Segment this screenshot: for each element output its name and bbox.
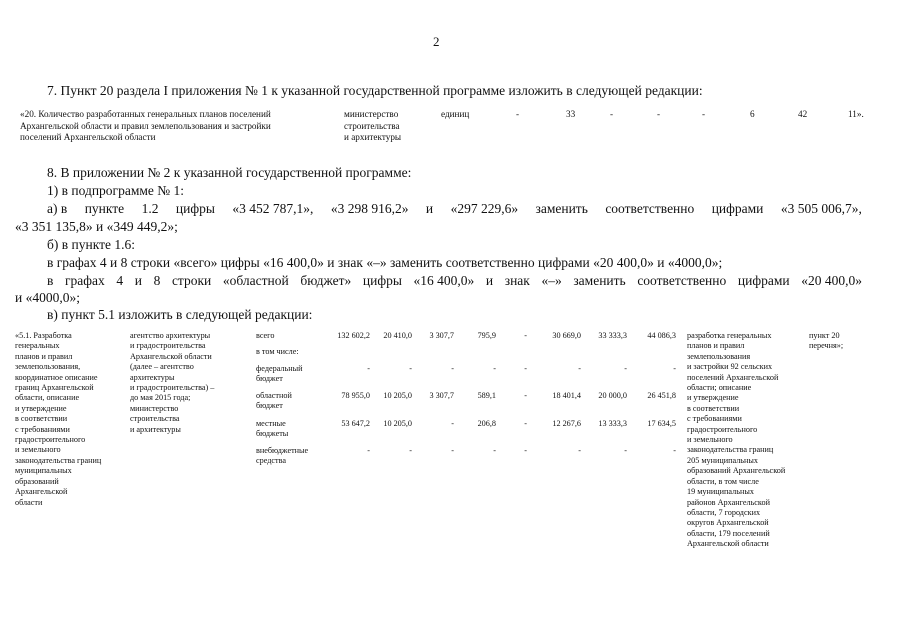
paragraph-8-a-line1 bbox=[47, 200, 862, 218]
paragraph-8: 8. В приложении № 2 к указанной государственной программе: bbox=[47, 165, 412, 180]
funding-value: 78 955,0 bbox=[341, 391, 370, 400]
row20-unit: единиц bbox=[441, 109, 470, 119]
word: «областной bbox=[222, 273, 289, 288]
funding-value: 20 410,0 bbox=[383, 331, 412, 340]
word: цифры bbox=[175, 201, 215, 216]
funding-value: 18 401,4 bbox=[552, 391, 581, 400]
row20-value: 6 bbox=[750, 109, 755, 119]
paragraph-7: 7. Пункт 20 раздела I приложения № 1 к указанной государственной программе изложить в следующей редакции: bbox=[47, 83, 703, 98]
funding-value: 3 307,7 bbox=[429, 331, 454, 340]
funding-value: 33 333,3 bbox=[598, 331, 627, 340]
funding-value: - bbox=[624, 446, 627, 455]
funding-value: - bbox=[409, 364, 412, 373]
word: заменить bbox=[535, 201, 588, 216]
funding-value: 589,1 bbox=[477, 391, 496, 400]
word: и bbox=[134, 273, 142, 288]
paragraph-8-b: б) в пункте 1.6: bbox=[47, 237, 135, 252]
funding-value: - bbox=[673, 364, 676, 373]
funding-value: - bbox=[451, 419, 454, 428]
row20-name: «20. Количество разработанных генеральных планов поселений Архангельской области и правил землепользования и застройки поселений Архангельской области bbox=[20, 109, 271, 142]
paragraph-8-v: в) пункт 5.1 изложить в следующей редакции: bbox=[47, 307, 313, 322]
paragraph-8-b-line3: и «4000,0»; bbox=[15, 290, 80, 305]
word: заменить bbox=[573, 273, 626, 288]
funding-value: 53 647,2 bbox=[341, 419, 370, 428]
funding-value: 13 333,3 bbox=[598, 419, 627, 428]
funding-value: 10 205,0 bbox=[383, 419, 412, 428]
funding-source-label: внебюджетные средства bbox=[256, 446, 309, 466]
funding-value: - bbox=[367, 364, 370, 373]
funding-source-label: всего bbox=[256, 331, 275, 340]
row20-executor: министерство строительства и архитектуры bbox=[344, 109, 402, 142]
funding-value: - bbox=[578, 364, 581, 373]
funding-value: - bbox=[524, 364, 527, 373]
word: и bbox=[425, 201, 434, 216]
funding-value: 3 307,7 bbox=[429, 391, 454, 400]
funding-value: - bbox=[624, 364, 627, 373]
paragraph-8-1: 1) в подпрограмме № 1: bbox=[47, 183, 185, 198]
word: и bbox=[485, 273, 494, 288]
word: 1.2 bbox=[141, 201, 159, 216]
word: графах bbox=[64, 273, 105, 288]
row20-value: 42 bbox=[798, 109, 808, 119]
word: «297 229,6» bbox=[450, 201, 519, 216]
word: соответственно bbox=[605, 201, 695, 216]
funding-value: - bbox=[451, 364, 454, 373]
word: цифры bbox=[362, 273, 402, 288]
funding-value: - bbox=[578, 446, 581, 455]
funding-value: - bbox=[409, 446, 412, 455]
word: строки bbox=[171, 273, 212, 288]
row20-value: - bbox=[516, 109, 520, 119]
word: цифрами bbox=[711, 201, 764, 216]
row51-link: пункт 20 перечня»; bbox=[809, 331, 844, 351]
page-number: 2 bbox=[433, 34, 440, 49]
row20-value: - bbox=[657, 109, 661, 119]
row51-name: «5.1. Разработка генеральных планов и правил землепользования, координатное описание границ Архангельской области, описание и утверждение в соответствии с требованиями градостроительного и земельного законодательства границ муниципальных образований Архангельской области bbox=[15, 331, 102, 507]
word: а) в bbox=[47, 201, 68, 216]
row20-value: 33 bbox=[566, 109, 576, 119]
funding-value: - bbox=[673, 446, 676, 455]
funding-value: - bbox=[524, 331, 527, 340]
paragraph-8-a-line2: «3 351 135,8» и «349 449,2»; bbox=[15, 219, 178, 234]
funding-value: 132 602,2 bbox=[337, 331, 370, 340]
funding-value: - bbox=[493, 446, 496, 455]
row51-executor: агентство архитектуры и градостроительства Архангельской области (далее – агентство архитектуры и градостроительства) – до мая 2015 года; министерство строительства и архитектуры bbox=[130, 331, 215, 434]
funding-value: 206,8 bbox=[477, 419, 496, 428]
row20-value: 11». bbox=[848, 109, 864, 119]
funding-value: 20 000,0 bbox=[598, 391, 627, 400]
funding-value: 12 267,6 bbox=[552, 419, 581, 428]
word: в bbox=[47, 273, 54, 288]
word: соответственно bbox=[637, 273, 727, 288]
word: бюджет» bbox=[300, 273, 352, 288]
word: знак bbox=[504, 273, 530, 288]
funding-value: - bbox=[493, 364, 496, 373]
funding-value: - bbox=[524, 391, 527, 400]
paragraph-8-b-line2 bbox=[47, 272, 862, 290]
funding-value: 30 669,0 bbox=[552, 331, 581, 340]
word: «3 452 787,1», bbox=[232, 201, 314, 216]
funding-value: 26 451,8 bbox=[647, 391, 676, 400]
funding-value: - bbox=[451, 446, 454, 455]
funding-source-label: федеральный бюджет bbox=[256, 364, 303, 384]
word: 4 bbox=[116, 273, 124, 288]
paragraph-8-b-line1: в графах 4 и 8 строки «всего» цифры «16 400,0» и знак «–» заменить соответственно цифрами «20 400,0» и «4000,0»; bbox=[47, 255, 723, 270]
word: 8 bbox=[153, 273, 161, 288]
funding-source-label: местные бюджеты bbox=[256, 419, 289, 439]
row20-value: - bbox=[702, 109, 706, 119]
row20-value: - bbox=[610, 109, 614, 119]
word: «3 298 916,2» bbox=[330, 201, 409, 216]
funding-value: 17 634,5 bbox=[647, 419, 676, 428]
funding-value: 44 086,3 bbox=[647, 331, 676, 340]
funding-source-label: в том числе: bbox=[256, 347, 299, 356]
word: «–» bbox=[541, 273, 562, 288]
word: цифрами bbox=[737, 273, 790, 288]
funding-value: 10 205,0 bbox=[383, 391, 412, 400]
row51-result: разработка генеральных планов и правил землепользования и застройки 92 сельских поселений Архангельской области; описание и утверждение в соответствии с требованиями градостроительного и земельного законодательства границ 205 муниципальных образований Архангельской области, в том числе 19 муниципальных районов Архангельской области, 7 городских округов Архангельской области, 179 поселений Архангельской области bbox=[687, 331, 786, 549]
funding-value: 795,9 bbox=[477, 331, 496, 340]
word: «3 505 006,7», bbox=[780, 201, 862, 216]
funding-value: - bbox=[367, 446, 370, 455]
word: «20 400,0» bbox=[801, 273, 862, 288]
funding-value: - bbox=[524, 419, 527, 428]
word: «16 400,0» bbox=[413, 273, 475, 288]
funding-source-label: областной бюджет bbox=[256, 391, 292, 411]
funding-value: - bbox=[524, 446, 527, 455]
word: пункте bbox=[84, 201, 125, 216]
